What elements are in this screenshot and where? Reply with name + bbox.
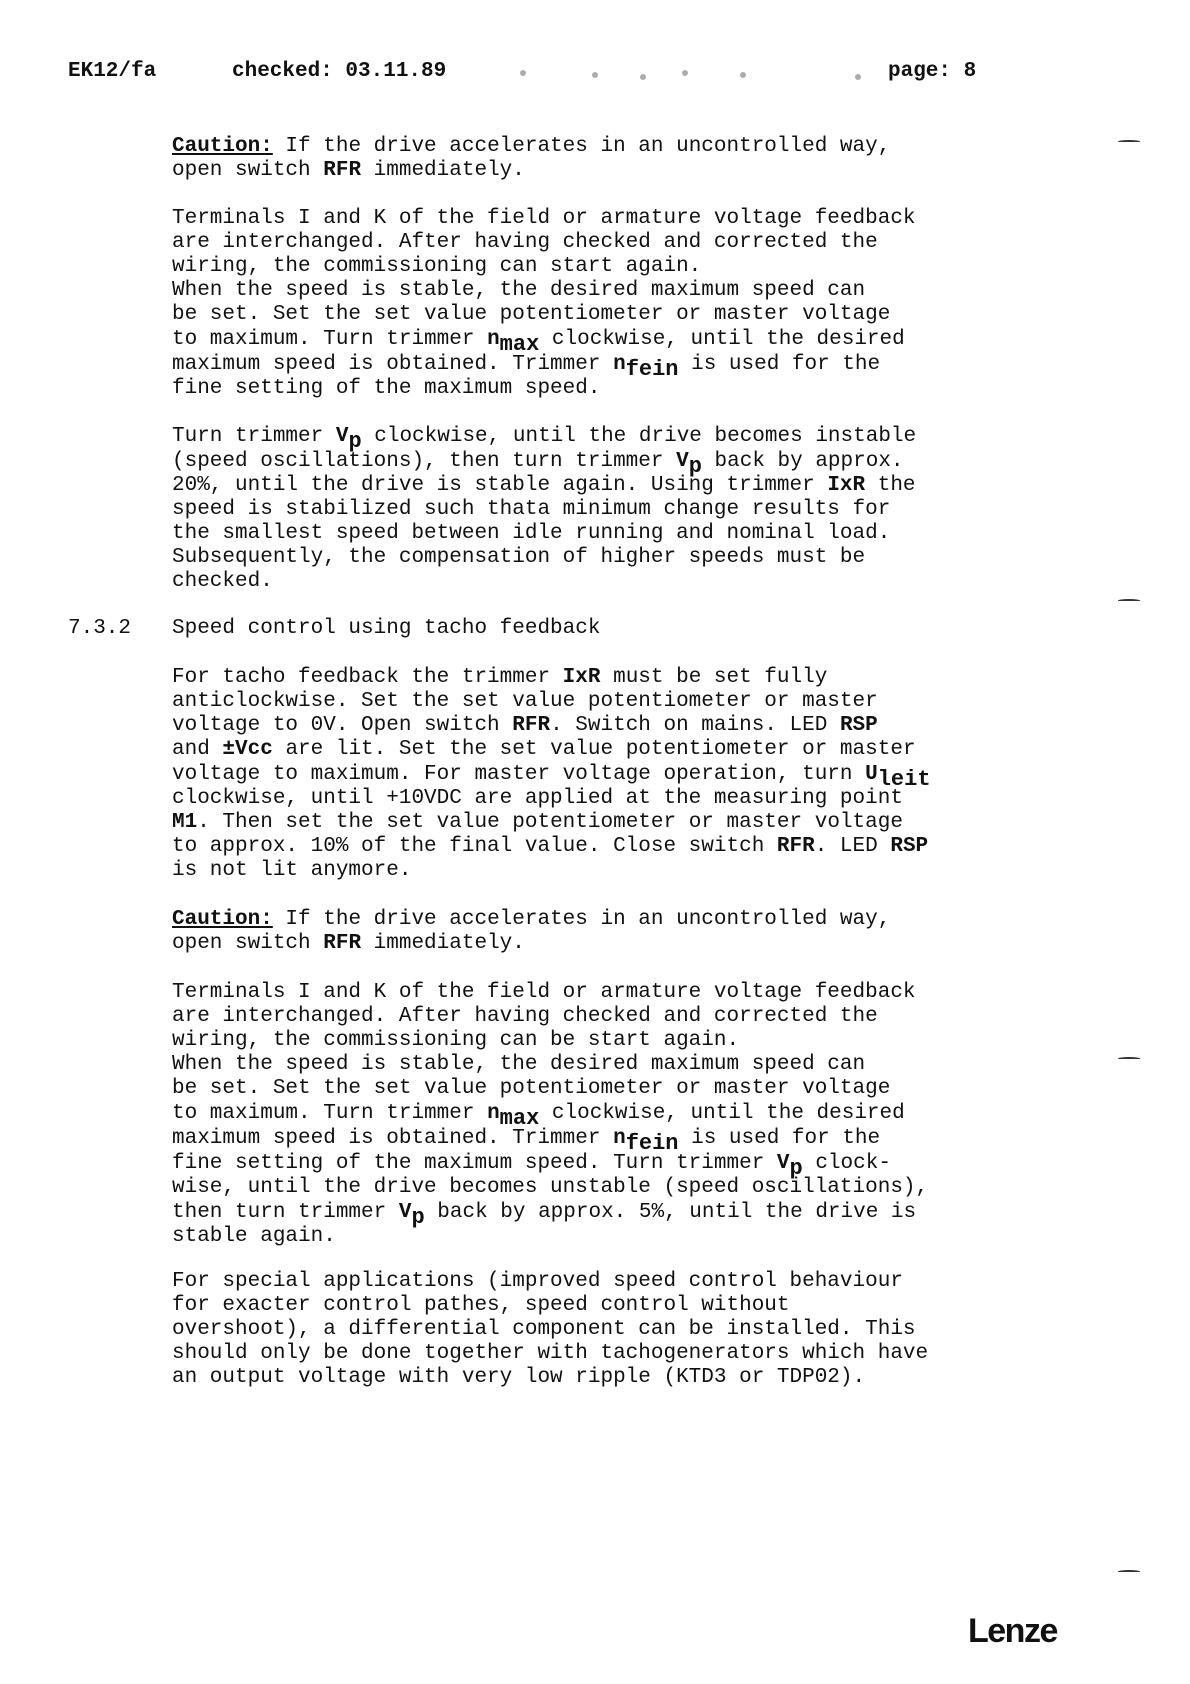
paragraph-trimmer-vp: Turn trimmer Vp clockwise, until the drive becomes instable (speed oscillations), then turn trimmer Vp back by approx. 20%, until the drive is stable again. Using trimmer IxR the speed is stabilized such thata minimum change results for the smallest speed between idle running and nominal load. Subsequently, the compensation of higher speeds must be checked.	[172, 425, 917, 593]
caution-label: Caution:	[172, 908, 273, 931]
caution-paragraph-1: Caution: If the drive accelerates in an uncontrolled way, open switch RFR immediately.	[172, 135, 891, 182]
margin-mark	[1118, 1570, 1140, 1573]
paragraph-tacho-feedback: For tacho feedback the trimmer IxR must be set fully anticlockwise. Set the set value potentiometer or master voltage to 0V. Open switch RFR. Switch on mains. LED RSP and ±Vcc are lit. Set the set value potentiometer or master voltage to maximum. For master voltage operation, turn Uleit clockwise, until +10VDC are applied at the measuring point M1. Then set the set value potentiometer or master voltage to approx. 10% of the final value. Close switch RFR. LED RSP is not lit anymore.	[172, 666, 931, 882]
scan-speck	[640, 74, 646, 80]
lenze-logo: Lenze	[968, 1612, 1057, 1650]
scan-speck	[520, 70, 526, 76]
section-number: 7.3.2	[68, 617, 132, 640]
paragraph-terminals-2: Terminals I and K of the field or armature voltage feedback are interchanged. After having checked and corrected the wiring, the commissioning can be start again. When the speed is stable, the desired maximum speed can be set. Set the set value potentiometer or master voltage to maximum. Turn trimmer nmax clockwise, until the desired maximum speed is obtained. Trimmer nfein is used for the fine setting of the maximum speed. Turn trimmer Vp clock- wise, until the drive becomes unstable (speed oscillations), then turn trimmer Vp back by approx. 5%, until the drive is stable again.	[172, 981, 929, 1248]
caution-paragraph-2: Caution: If the drive accelerates in an uncontrolled way, open switch RFR immediately.	[172, 908, 891, 955]
section-title: Speed control using tacho feedback	[172, 617, 601, 640]
paragraph-special-applications: For special applications (improved speed control behaviour for exacter control pathes, speed control without overshoot), a differential component can be installed. This should only be done together with tachogenerators which have an output voltage with very low ripple (KTD3 or TDP02).	[172, 1270, 929, 1389]
document-code: EK12/fa	[68, 60, 157, 83]
paragraph-terminals-1: Terminals I and K of the field or armature voltage feedback are interchanged. After having checked and corrected the wiring, the commissioning can start again. When the speed is stable, the desired maximum speed can be set. Set the set value potentiometer or master voltage to maximum. Turn trimmer nmax clockwise, until the desired maximum speed is obtained. Trimmer nfein is used for the fine setting of the maximum speed.	[172, 207, 916, 400]
margin-mark	[1118, 599, 1140, 602]
checked-date: checked: 03.11.89	[232, 60, 447, 83]
scan-speck	[740, 72, 746, 78]
page-number: page: 8	[888, 60, 977, 83]
caution-label: Caution:	[172, 135, 273, 158]
margin-mark	[1118, 140, 1140, 143]
margin-mark	[1118, 1057, 1140, 1060]
scan-speck	[682, 70, 688, 76]
scan-speck	[855, 74, 861, 80]
scan-speck	[592, 72, 598, 78]
